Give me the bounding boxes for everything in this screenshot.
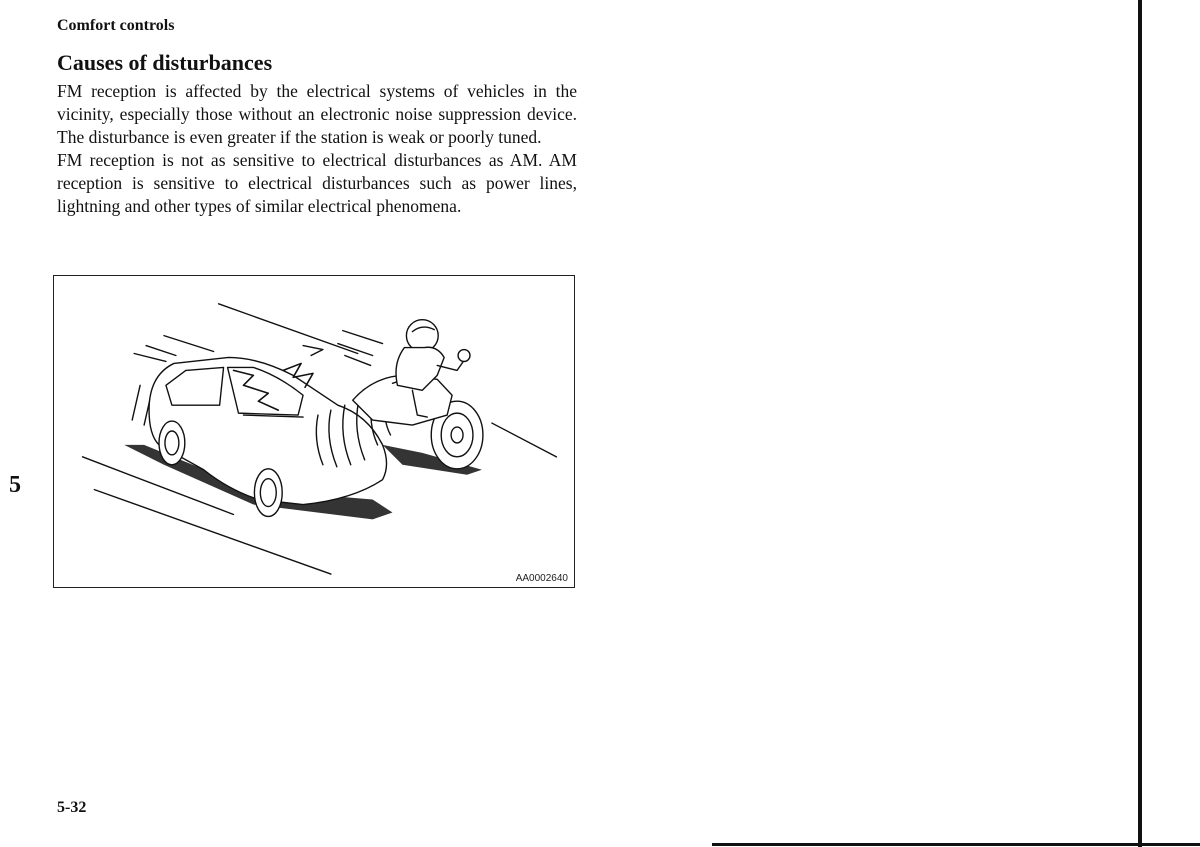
chapter-tab: 5 [9, 472, 21, 498]
paragraph-fm-reception: FM reception is affected by the electrical systems of vehicles in the vicinity, especially those without an electronic noise suppression device. The disturbance is even greater if the station is weak or poorly tuned. [57, 81, 577, 147]
section-heading: Causes of disturbances [57, 50, 273, 75]
paragraph-am-reception: FM reception is not as sensitive to electrical disturbances as AM. AM reception is sensitive to electrical disturbances such as power lines, lightning and other types of similar electrical phenomena. [57, 150, 577, 216]
car-and-motorcycle-interference-illustration-icon [54, 276, 574, 587]
body-text [57, 80, 577, 218]
section-header: Comfort controls [57, 17, 175, 34]
figure-code: AA0002640 [515, 573, 568, 584]
interference-figure [53, 275, 575, 588]
page-number: 5-32 [57, 799, 87, 816]
page-edge-line [1138, 0, 1142, 847]
bottom-rule [712, 843, 1200, 846]
